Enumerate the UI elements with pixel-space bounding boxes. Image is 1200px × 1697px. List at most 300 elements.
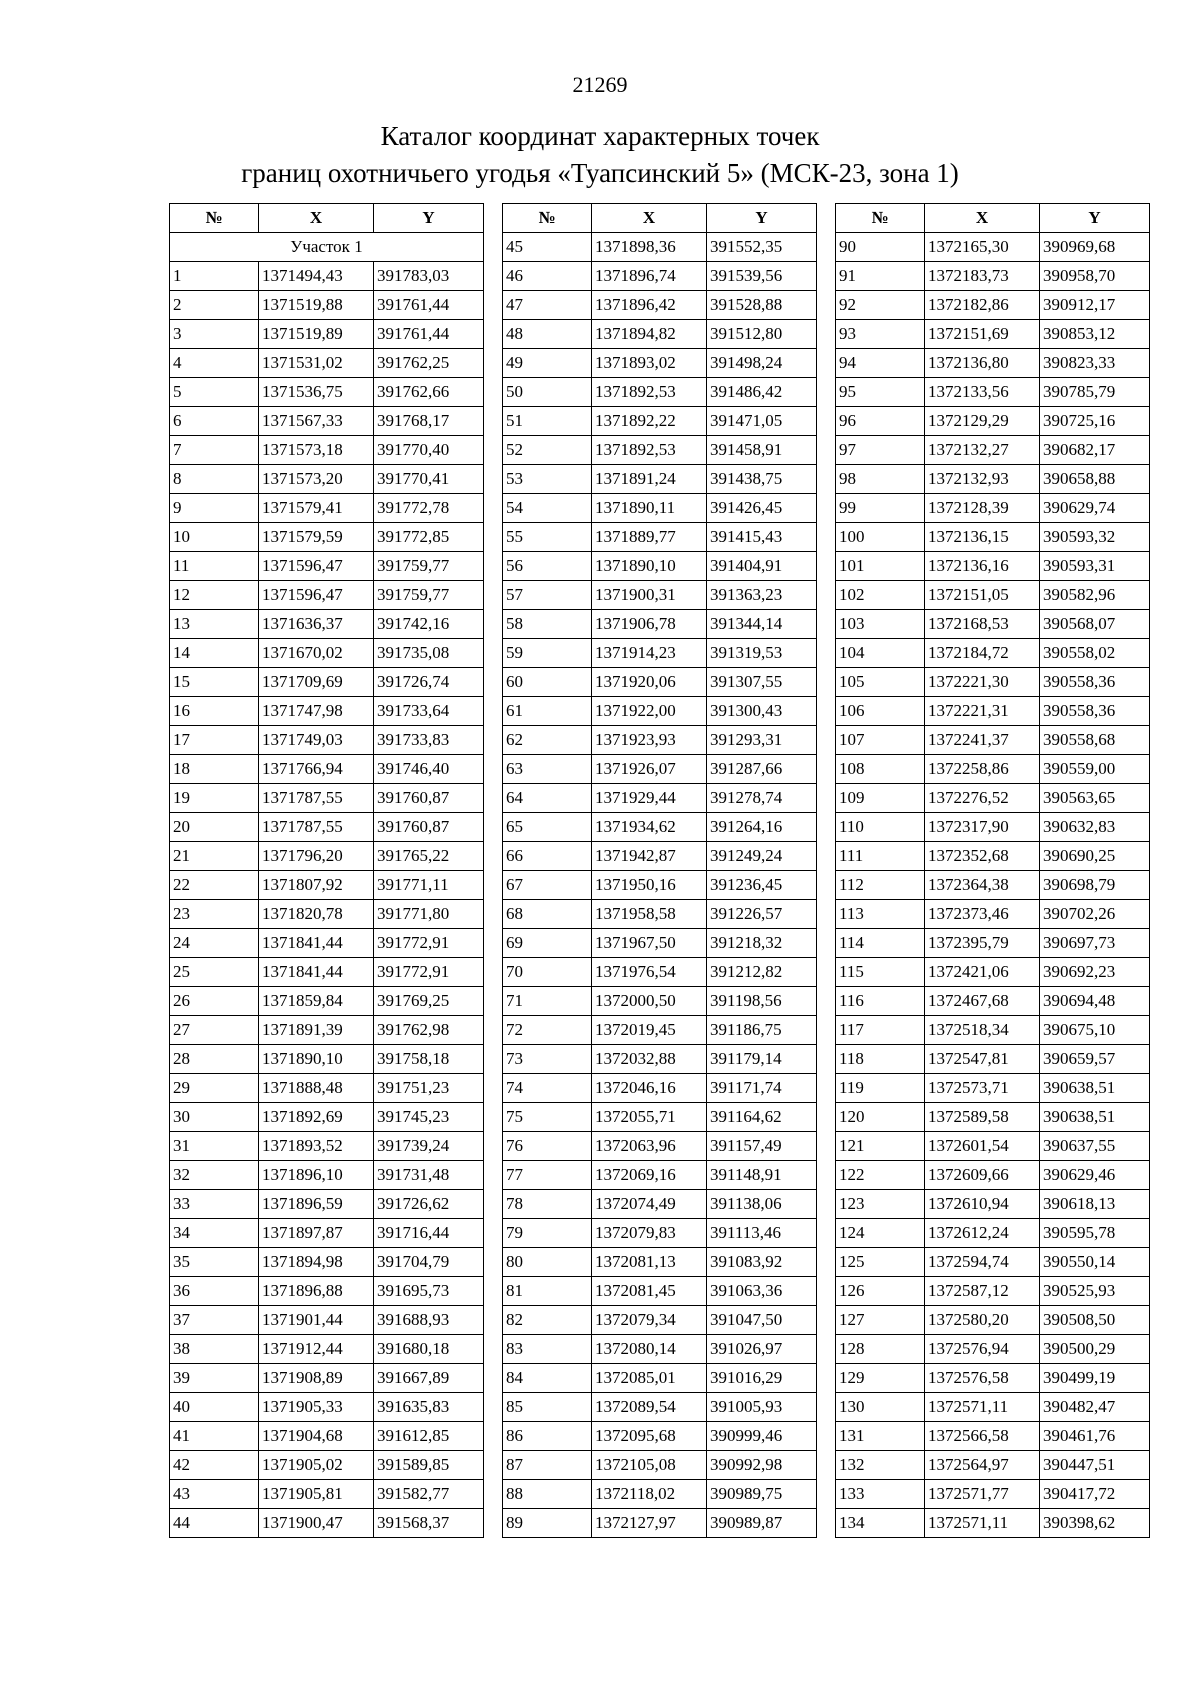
table-row xyxy=(503,1016,817,1045)
y-coordinate-cell: 391704,79 xyxy=(374,1248,484,1277)
x-coordinate-cell: 1371536,75 xyxy=(259,378,374,407)
x-coordinate-cell: 1372168,53 xyxy=(925,610,1040,639)
point-number-cell: 115 xyxy=(836,958,925,987)
table-row xyxy=(170,900,484,929)
y-coordinate-cell: 391762,25 xyxy=(374,349,484,378)
table-row xyxy=(836,233,1150,262)
y-coordinate-cell: 390638,51 xyxy=(1040,1103,1150,1132)
x-coordinate-cell: 1372182,86 xyxy=(925,291,1040,320)
header-y: Y xyxy=(707,204,817,233)
y-coordinate-cell: 390989,75 xyxy=(707,1480,817,1509)
y-coordinate-cell: 390558,36 xyxy=(1040,697,1150,726)
table-row xyxy=(503,320,817,349)
document-title xyxy=(0,118,1200,192)
y-coordinate-cell: 390658,88 xyxy=(1040,465,1150,494)
x-coordinate-cell: 1371859,84 xyxy=(259,987,374,1016)
table-row xyxy=(170,552,484,581)
point-number-cell: 63 xyxy=(503,755,592,784)
point-number-cell: 77 xyxy=(503,1161,592,1190)
y-coordinate-cell: 391486,42 xyxy=(707,378,817,407)
point-number-cell: 69 xyxy=(503,929,592,958)
point-number-cell: 6 xyxy=(170,407,259,436)
y-coordinate-cell: 391438,75 xyxy=(707,465,817,494)
x-coordinate-cell: 1372258,86 xyxy=(925,755,1040,784)
table-row xyxy=(503,784,817,813)
y-coordinate-cell: 390698,79 xyxy=(1040,871,1150,900)
point-number-cell: 104 xyxy=(836,639,925,668)
table-row xyxy=(836,987,1150,1016)
point-number-cell: 70 xyxy=(503,958,592,987)
title-line-1: Каталог координат характерных точек xyxy=(380,121,820,151)
point-number-cell: 45 xyxy=(503,233,592,262)
table-row xyxy=(170,1103,484,1132)
point-number-cell: 71 xyxy=(503,987,592,1016)
y-coordinate-cell: 391759,77 xyxy=(374,552,484,581)
point-number-cell: 83 xyxy=(503,1335,592,1364)
header-y: Y xyxy=(1040,204,1150,233)
x-coordinate-cell: 1371912,44 xyxy=(259,1335,374,1364)
x-coordinate-cell: 1371709,69 xyxy=(259,668,374,697)
point-number-cell: 46 xyxy=(503,262,592,291)
point-number-cell: 9 xyxy=(170,494,259,523)
header-number: № xyxy=(836,204,925,233)
x-coordinate-cell: 1371573,20 xyxy=(259,465,374,494)
x-coordinate-cell: 1372136,15 xyxy=(925,523,1040,552)
y-coordinate-cell: 390508,50 xyxy=(1040,1306,1150,1335)
table-row xyxy=(170,494,484,523)
y-coordinate-cell: 391198,56 xyxy=(707,987,817,1016)
point-number-cell: 98 xyxy=(836,465,925,494)
x-coordinate-cell: 1371841,44 xyxy=(259,958,374,987)
table-row xyxy=(503,465,817,494)
y-coordinate-cell: 390568,07 xyxy=(1040,610,1150,639)
x-coordinate-cell: 1372601,54 xyxy=(925,1132,1040,1161)
point-number-cell: 122 xyxy=(836,1161,925,1190)
table-row xyxy=(503,842,817,871)
y-coordinate-cell: 391769,25 xyxy=(374,987,484,1016)
point-number-cell: 26 xyxy=(170,987,259,1016)
table-row xyxy=(836,436,1150,465)
point-number-cell: 97 xyxy=(836,436,925,465)
x-coordinate-cell: 1371766,94 xyxy=(259,755,374,784)
x-coordinate-cell: 1372136,16 xyxy=(925,552,1040,581)
table-row xyxy=(836,262,1150,291)
y-coordinate-cell: 390694,48 xyxy=(1040,987,1150,1016)
point-number-cell: 4 xyxy=(170,349,259,378)
table-row xyxy=(170,1219,484,1248)
x-coordinate-cell: 1372079,34 xyxy=(592,1306,707,1335)
point-number-cell: 54 xyxy=(503,494,592,523)
x-coordinate-cell: 1371942,87 xyxy=(592,842,707,871)
y-coordinate-cell: 391307,55 xyxy=(707,668,817,697)
point-number-cell: 120 xyxy=(836,1103,925,1132)
y-coordinate-cell: 390637,55 xyxy=(1040,1132,1150,1161)
y-coordinate-cell: 391293,31 xyxy=(707,726,817,755)
y-coordinate-cell: 390992,98 xyxy=(707,1451,817,1480)
y-coordinate-cell: 391226,57 xyxy=(707,900,817,929)
x-coordinate-cell: 1371892,69 xyxy=(259,1103,374,1132)
y-coordinate-cell: 391726,62 xyxy=(374,1190,484,1219)
x-coordinate-cell: 1372069,16 xyxy=(592,1161,707,1190)
x-coordinate-cell: 1371820,78 xyxy=(259,900,374,929)
table-row xyxy=(170,1422,484,1451)
point-number-cell: 2 xyxy=(170,291,259,320)
point-number-cell: 50 xyxy=(503,378,592,407)
x-coordinate-cell: 1372095,68 xyxy=(592,1422,707,1451)
y-coordinate-cell: 390969,68 xyxy=(1040,233,1150,262)
point-number-cell: 55 xyxy=(503,523,592,552)
point-number-cell: 111 xyxy=(836,842,925,871)
point-number-cell: 89 xyxy=(503,1509,592,1538)
y-coordinate-cell: 391768,17 xyxy=(374,407,484,436)
x-coordinate-cell: 1371950,16 xyxy=(592,871,707,900)
x-coordinate-cell: 1372571,11 xyxy=(925,1393,1040,1422)
point-number-cell: 48 xyxy=(503,320,592,349)
x-coordinate-cell: 1371579,41 xyxy=(259,494,374,523)
table-row xyxy=(836,291,1150,320)
table-row xyxy=(836,871,1150,900)
point-number-cell: 131 xyxy=(836,1422,925,1451)
y-coordinate-cell: 391426,45 xyxy=(707,494,817,523)
point-number-cell: 61 xyxy=(503,697,592,726)
point-number-cell: 32 xyxy=(170,1161,259,1190)
header-x: X xyxy=(925,204,1040,233)
point-number-cell: 96 xyxy=(836,407,925,436)
table-row xyxy=(170,291,484,320)
header-x: X xyxy=(592,204,707,233)
table-row xyxy=(503,1161,817,1190)
point-number-cell: 21 xyxy=(170,842,259,871)
point-number-cell: 133 xyxy=(836,1480,925,1509)
x-coordinate-cell: 1371891,39 xyxy=(259,1016,374,1045)
x-coordinate-cell: 1371747,98 xyxy=(259,697,374,726)
x-coordinate-cell: 1372421,06 xyxy=(925,958,1040,987)
point-number-cell: 30 xyxy=(170,1103,259,1132)
point-number-cell: 41 xyxy=(170,1422,259,1451)
x-coordinate-cell: 1372136,80 xyxy=(925,349,1040,378)
point-number-cell: 24 xyxy=(170,929,259,958)
x-coordinate-cell: 1371636,37 xyxy=(259,610,374,639)
table-row xyxy=(170,639,484,668)
y-coordinate-cell: 390558,36 xyxy=(1040,668,1150,697)
y-coordinate-cell: 390853,12 xyxy=(1040,320,1150,349)
table-row xyxy=(836,1190,1150,1219)
x-coordinate-cell: 1371596,47 xyxy=(259,581,374,610)
point-number-cell: 43 xyxy=(170,1480,259,1509)
y-coordinate-cell: 391746,40 xyxy=(374,755,484,784)
y-coordinate-cell: 391731,48 xyxy=(374,1161,484,1190)
point-number-cell: 81 xyxy=(503,1277,592,1306)
table-row xyxy=(836,523,1150,552)
y-coordinate-cell: 391113,46 xyxy=(707,1219,817,1248)
x-coordinate-cell: 1371787,55 xyxy=(259,784,374,813)
x-coordinate-cell: 1371893,52 xyxy=(259,1132,374,1161)
x-coordinate-cell: 1371897,87 xyxy=(259,1219,374,1248)
y-coordinate-cell: 390912,17 xyxy=(1040,291,1150,320)
point-number-cell: 10 xyxy=(170,523,259,552)
table-row xyxy=(503,900,817,929)
table-row xyxy=(836,1480,1150,1509)
table-row xyxy=(170,929,484,958)
point-number-cell: 101 xyxy=(836,552,925,581)
point-number-cell: 84 xyxy=(503,1364,592,1393)
x-coordinate-cell: 1372074,49 xyxy=(592,1190,707,1219)
table-row xyxy=(836,813,1150,842)
y-coordinate-cell: 391735,08 xyxy=(374,639,484,668)
table-row xyxy=(503,523,817,552)
y-coordinate-cell: 390593,31 xyxy=(1040,552,1150,581)
point-number-cell: 22 xyxy=(170,871,259,900)
table-row xyxy=(503,291,817,320)
x-coordinate-cell: 1372081,13 xyxy=(592,1248,707,1277)
point-number-cell: 87 xyxy=(503,1451,592,1480)
table-row xyxy=(170,1451,484,1480)
point-number-cell: 44 xyxy=(170,1509,259,1538)
table-row xyxy=(836,929,1150,958)
y-coordinate-cell: 391083,92 xyxy=(707,1248,817,1277)
point-number-cell: 65 xyxy=(503,813,592,842)
x-coordinate-cell: 1372081,45 xyxy=(592,1277,707,1306)
y-coordinate-cell: 391680,18 xyxy=(374,1335,484,1364)
y-coordinate-cell: 391612,85 xyxy=(374,1422,484,1451)
table-row xyxy=(170,465,484,494)
point-number-cell: 86 xyxy=(503,1422,592,1451)
point-number-cell: 57 xyxy=(503,581,592,610)
table-row xyxy=(503,1422,817,1451)
y-coordinate-cell: 391739,24 xyxy=(374,1132,484,1161)
y-coordinate-cell: 391539,56 xyxy=(707,262,817,291)
table-row xyxy=(170,668,484,697)
point-number-cell: 78 xyxy=(503,1190,592,1219)
x-coordinate-cell: 1371896,88 xyxy=(259,1277,374,1306)
x-coordinate-cell: 1371896,10 xyxy=(259,1161,374,1190)
coordinates-table-1 xyxy=(169,203,484,1538)
y-coordinate-cell: 391498,24 xyxy=(707,349,817,378)
point-number-cell: 128 xyxy=(836,1335,925,1364)
y-coordinate-cell: 390690,25 xyxy=(1040,842,1150,871)
table-row xyxy=(503,552,817,581)
point-number-cell: 117 xyxy=(836,1016,925,1045)
y-coordinate-cell: 390595,78 xyxy=(1040,1219,1150,1248)
x-coordinate-cell: 1371900,47 xyxy=(259,1509,374,1538)
table-row xyxy=(170,1306,484,1335)
table-row xyxy=(836,407,1150,436)
x-coordinate-cell: 1371519,88 xyxy=(259,291,374,320)
table-row xyxy=(170,1480,484,1509)
x-coordinate-cell: 1372132,27 xyxy=(925,436,1040,465)
point-number-cell: 37 xyxy=(170,1306,259,1335)
table-row xyxy=(170,262,484,291)
x-coordinate-cell: 1371901,44 xyxy=(259,1306,374,1335)
point-number-cell: 119 xyxy=(836,1074,925,1103)
y-coordinate-cell: 390558,02 xyxy=(1040,639,1150,668)
table-row xyxy=(503,1451,817,1480)
table-row xyxy=(170,1248,484,1277)
table-row xyxy=(503,581,817,610)
y-coordinate-cell: 390697,73 xyxy=(1040,929,1150,958)
y-coordinate-cell: 391783,03 xyxy=(374,262,484,291)
table-row xyxy=(836,1248,1150,1277)
y-coordinate-cell: 390499,19 xyxy=(1040,1364,1150,1393)
table-row xyxy=(503,1132,817,1161)
table-row xyxy=(170,1190,484,1219)
point-number-cell: 40 xyxy=(170,1393,259,1422)
y-coordinate-cell: 391761,44 xyxy=(374,291,484,320)
point-number-cell: 29 xyxy=(170,1074,259,1103)
y-coordinate-cell: 391063,36 xyxy=(707,1277,817,1306)
table-row xyxy=(503,697,817,726)
table-row xyxy=(170,1074,484,1103)
x-coordinate-cell: 1372080,14 xyxy=(592,1335,707,1364)
point-number-cell: 75 xyxy=(503,1103,592,1132)
x-coordinate-cell: 1371896,74 xyxy=(592,262,707,291)
y-coordinate-cell: 391528,88 xyxy=(707,291,817,320)
point-number-cell: 132 xyxy=(836,1451,925,1480)
point-number-cell: 23 xyxy=(170,900,259,929)
table-row xyxy=(836,755,1150,784)
y-coordinate-cell: 391404,91 xyxy=(707,552,817,581)
point-number-cell: 129 xyxy=(836,1364,925,1393)
table-row xyxy=(836,1074,1150,1103)
point-number-cell: 102 xyxy=(836,581,925,610)
x-coordinate-cell: 1371896,59 xyxy=(259,1190,374,1219)
x-coordinate-cell: 1371796,20 xyxy=(259,842,374,871)
y-coordinate-cell: 391772,85 xyxy=(374,523,484,552)
table-header-row xyxy=(836,204,1150,233)
table-row xyxy=(170,697,484,726)
x-coordinate-cell: 1371888,48 xyxy=(259,1074,374,1103)
table-row xyxy=(836,1393,1150,1422)
x-coordinate-cell: 1372594,74 xyxy=(925,1248,1040,1277)
point-number-cell: 64 xyxy=(503,784,592,813)
y-coordinate-cell: 390725,16 xyxy=(1040,407,1150,436)
point-number-cell: 114 xyxy=(836,929,925,958)
x-coordinate-cell: 1371573,18 xyxy=(259,436,374,465)
x-coordinate-cell: 1371976,54 xyxy=(592,958,707,987)
table-row xyxy=(836,581,1150,610)
x-coordinate-cell: 1371958,58 xyxy=(592,900,707,929)
x-coordinate-cell: 1372089,54 xyxy=(592,1393,707,1422)
x-coordinate-cell: 1371929,44 xyxy=(592,784,707,813)
x-coordinate-cell: 1371892,22 xyxy=(592,407,707,436)
x-coordinate-cell: 1371670,02 xyxy=(259,639,374,668)
x-coordinate-cell: 1372079,83 xyxy=(592,1219,707,1248)
point-number-cell: 85 xyxy=(503,1393,592,1422)
table-row xyxy=(170,1161,484,1190)
table-row xyxy=(503,726,817,755)
point-number-cell: 113 xyxy=(836,900,925,929)
y-coordinate-cell: 391179,14 xyxy=(707,1045,817,1074)
y-coordinate-cell: 390593,32 xyxy=(1040,523,1150,552)
y-coordinate-cell: 391745,23 xyxy=(374,1103,484,1132)
table-row xyxy=(170,755,484,784)
table-row xyxy=(170,523,484,552)
table-row xyxy=(503,407,817,436)
table-row xyxy=(836,465,1150,494)
x-coordinate-cell: 1372317,90 xyxy=(925,813,1040,842)
y-coordinate-cell: 391770,41 xyxy=(374,465,484,494)
x-coordinate-cell: 1372564,97 xyxy=(925,1451,1040,1480)
point-number-cell: 106 xyxy=(836,697,925,726)
table-row xyxy=(503,639,817,668)
y-coordinate-cell: 391138,06 xyxy=(707,1190,817,1219)
y-coordinate-cell: 391771,80 xyxy=(374,900,484,929)
y-coordinate-cell: 391716,44 xyxy=(374,1219,484,1248)
table-row xyxy=(170,349,484,378)
table-row xyxy=(503,987,817,1016)
table-row xyxy=(170,1364,484,1393)
y-coordinate-cell: 391186,75 xyxy=(707,1016,817,1045)
x-coordinate-cell: 1372589,58 xyxy=(925,1103,1040,1132)
table-row xyxy=(836,1161,1150,1190)
header-x: X xyxy=(259,204,374,233)
table-row xyxy=(170,1277,484,1306)
point-number-cell: 72 xyxy=(503,1016,592,1045)
y-coordinate-cell: 391772,91 xyxy=(374,929,484,958)
table-row xyxy=(170,1509,484,1538)
y-coordinate-cell: 390563,65 xyxy=(1040,784,1150,813)
table-row xyxy=(836,726,1150,755)
table-row xyxy=(836,639,1150,668)
x-coordinate-cell: 1372046,16 xyxy=(592,1074,707,1103)
point-number-cell: 17 xyxy=(170,726,259,755)
table-row xyxy=(170,407,484,436)
header-number: № xyxy=(503,204,592,233)
y-coordinate-cell: 390682,17 xyxy=(1040,436,1150,465)
y-coordinate-cell: 391552,35 xyxy=(707,233,817,262)
section-row xyxy=(170,233,484,262)
x-coordinate-cell: 1372221,30 xyxy=(925,668,1040,697)
point-number-cell: 116 xyxy=(836,987,925,1016)
x-coordinate-cell: 1371967,50 xyxy=(592,929,707,958)
table-row xyxy=(503,1335,817,1364)
table-row xyxy=(170,987,484,1016)
table-row xyxy=(503,1277,817,1306)
x-coordinate-cell: 1371894,98 xyxy=(259,1248,374,1277)
point-number-cell: 19 xyxy=(170,784,259,813)
x-coordinate-cell: 1371905,81 xyxy=(259,1480,374,1509)
y-coordinate-cell: 391667,89 xyxy=(374,1364,484,1393)
x-coordinate-cell: 1372571,77 xyxy=(925,1480,1040,1509)
x-coordinate-cell: 1372610,94 xyxy=(925,1190,1040,1219)
x-coordinate-cell: 1372132,93 xyxy=(925,465,1040,494)
x-coordinate-cell: 1372055,71 xyxy=(592,1103,707,1132)
table-row xyxy=(170,378,484,407)
table-row xyxy=(503,494,817,523)
table-row xyxy=(836,784,1150,813)
point-number-cell: 14 xyxy=(170,639,259,668)
x-coordinate-cell: 1371892,53 xyxy=(592,436,707,465)
x-coordinate-cell: 1371579,59 xyxy=(259,523,374,552)
table-row xyxy=(836,900,1150,929)
point-number-cell: 62 xyxy=(503,726,592,755)
table-row xyxy=(836,1422,1150,1451)
table-row xyxy=(503,871,817,900)
table-row xyxy=(170,436,484,465)
x-coordinate-cell: 1372133,56 xyxy=(925,378,1040,407)
table-header-row xyxy=(503,204,817,233)
x-coordinate-cell: 1372364,38 xyxy=(925,871,1040,900)
point-number-cell: 126 xyxy=(836,1277,925,1306)
table-row xyxy=(170,813,484,842)
table-row xyxy=(836,1103,1150,1132)
x-coordinate-cell: 1372127,97 xyxy=(592,1509,707,1538)
point-number-cell: 51 xyxy=(503,407,592,436)
x-coordinate-cell: 1372019,45 xyxy=(592,1016,707,1045)
y-coordinate-cell: 391759,77 xyxy=(374,581,484,610)
point-number-cell: 92 xyxy=(836,291,925,320)
table-row xyxy=(503,1306,817,1335)
